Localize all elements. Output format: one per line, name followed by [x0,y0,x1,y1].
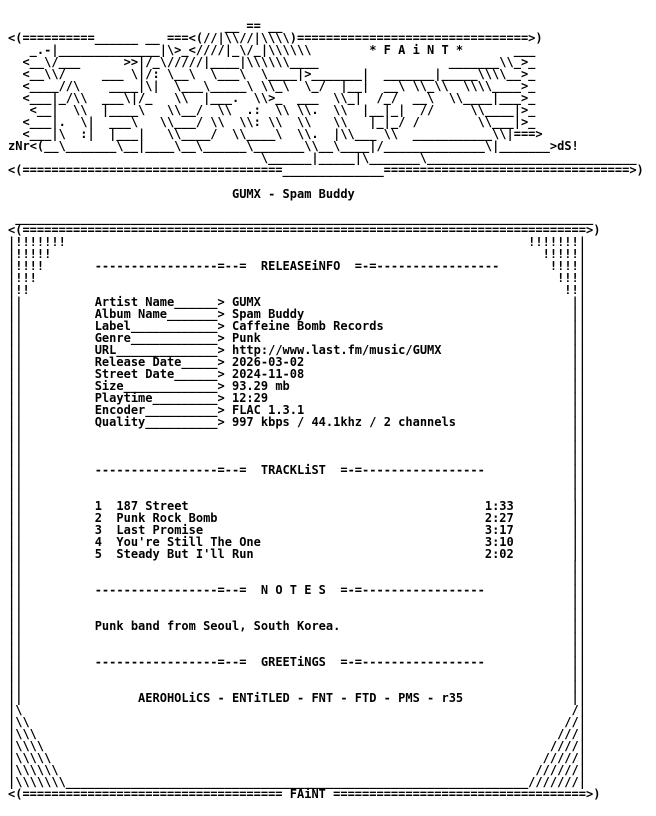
section-title-release-info: RELEASEiNFO [260,259,341,273]
logo-left-tag: zNr [8,139,30,153]
info-value: 12:29 [231,391,269,405]
track-title: Punk Rock Bomb [116,511,485,525]
info-label: Playtime [94,391,153,405]
info-label: Artist Name [94,295,175,309]
logo-right-tag: dS! [557,139,579,153]
nfo-document: __ == __ <(==========______ __ ===<(//|\\//|\\\\)================================>) _.-|______________|\>_<////|_\/_|\\\\\\ * F A i N T * ___ <__\/___ >>|/_\/////|____|\\\\\\____ _______\\_>_ <__\\/ ___ \|/: \__\ \___\ \____|>_______| _______|_____\\\\__>_ <____//\ ____|\| \___\_____\ \\_\ \_/ |__| __\ \\_\\ \\\\____>_ <___|_/\\ ___\|/_ \\ |___. \\>_ ___ \\_| /_/ __\ \\____|___>_ <__| \\ |____\ \\__/ \\ .: \\ \\. \\ |__|_| // \\____|>_ <___|. \| ___\ \\___/ \\ \\: \\ \\ \\ |_|_/ / \\___|>_ <___|\ :| |___| \\____/ \\____\ \\. |\\___ \\ ___________\\|===> zNr<(__\_______\__|____\__\______\_______\\__\____|/______________\|_______>dS! \______|_____|\_______\_____________________________ <(====================================______________==================================>) GUMX - Spam Buddy ________________________________________________________________________________ <(==============================================================================>) |!!!!!!! !!!!!!!| |!!!!! !!!!!| |!!!! -----------------=--= RELEASEiNFO =-=----------------- !!!!| |!!! !!!| |!! !!| || Artist Name______> GUMX || || Album Name_______> Spam Buddy || || Label____________> Caffeine Bomb Records || || Genre____________> Punk || || URL______________> http://www.last.fm/music/GUMX || || Release Date_____> 2026-03-02 || || Street Date______> 2024-11-08 || || Size_____________> 93.29 mb || || Playtime_________> 12:29 || || Encoder__________> FLAC 1.3.1 || || Quality__________> 997 kbps / 44.1khz / 2 channels || || || || || || || || -----------------=--= TRACKLiST =-=----------------- || || || || || || 1 187 Street 1:33 || || 2 Punk Rock Bomb 2:27 || || 3 Last Promise 3:17 || || 4 You're Still The One 3:10 || || 5 Steady But I'll Run 2:02 || || || || || || -----------------=--= N O T E S =-=----------------- || || || || || || Punk band from Seoul, South Korea. || || || || || || -----------------=--= GREETiNGS =-=----------------- || || || || || || AEROHOLiCS - ENTiTLED - FNT - FTD - PMS - r35 || |\ /| |\\ //| |\\\ ///| |\\\\ ////| |\\\\\ /////| |\\\\\\ //////| |\\\\\\\________________________________________________________________///////| <(==================================== FAiNT ===================================>) [8,20,644,800]
info-label: Release Date [94,355,182,369]
info-value: Caffeine Bomb Records [231,319,384,333]
section-title-tracklist: TRACKLiST [260,463,326,477]
footer-tag: FAiNT [289,787,326,800]
info-label: Album Name [94,307,167,321]
info-value: GUMX [231,295,261,309]
track-title: You're Still The One [116,535,485,549]
notes-text: Punk band from Seoul, South Korea. [94,619,341,633]
info-value: 2024-11-08 [231,367,305,381]
info-value: 2026-03-02 [231,355,305,369]
info-value: 93.29 mb [231,379,290,393]
track-number: 2 [94,511,117,525]
track-number: 5 [94,547,117,561]
track-time: 2:02 [484,547,514,561]
greetings-text: AEROHOLiCS - ENTiTLED - FNT - FTD - PMS - r35 [138,691,464,705]
track-number: 3 [94,523,117,537]
release-title: GUMX - Spam Buddy [8,187,586,201]
info-value: Punk [231,331,261,345]
info-value: http://www.last.fm/music/GUMX [231,343,442,357]
section-title-greetings: GREETiNGS [260,655,326,669]
section-title-notes: N O T E S [260,583,326,597]
info-label: Quality [94,415,146,429]
info-label: Encoder [94,403,146,417]
info-label: Size [94,379,124,393]
track-time: 2:27 [484,511,514,525]
track-time: 3:17 [484,523,514,537]
track-title: 187 Street [116,499,485,513]
info-label: Street Date [94,367,175,381]
track-number: 1 [94,499,117,513]
track-number: 4 [94,535,117,549]
track-title: Last Promise [116,523,485,537]
info-label: URL [94,343,117,357]
info-value: Spam Buddy [231,307,305,321]
info-value: 997 kbps / 44.1khz / 2 channels [231,415,456,429]
info-label: Genre [94,331,131,345]
info-value: FLAC 1.3.1 [231,403,305,417]
track-title: Steady But I'll Run [116,547,485,561]
info-label: Label [94,319,131,333]
track-time: 1:33 [484,499,514,513]
track-time: 3:10 [484,535,514,549]
